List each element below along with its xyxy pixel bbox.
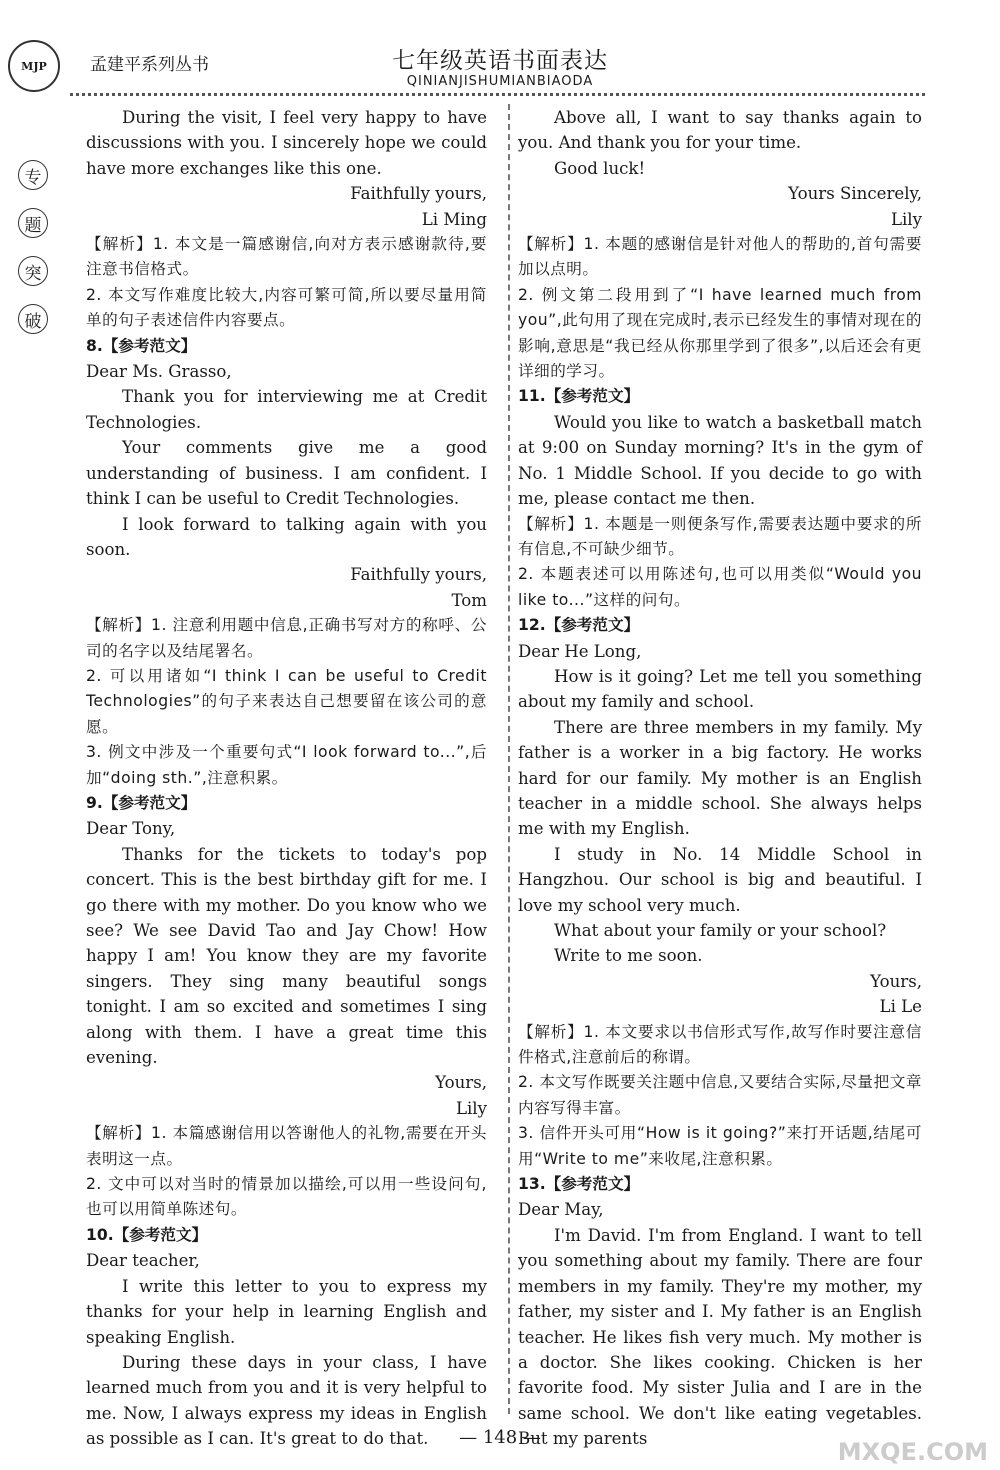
letter-paragraph: I write this letter to you to express my thanks for your help in learning English and speaking English. — [86, 1276, 487, 1347]
letter-signature: Lily — [890, 209, 922, 229]
side-tag: 破 — [18, 304, 48, 334]
letter-paragraph: Write to me soon. — [554, 946, 703, 966]
letter-signature: Li Ming — [421, 209, 487, 229]
analysis-paragraph: 2. 本文写作难度比较大,内容可繁可简,所以要尽量用简单的句子表述信件内容要点。 — [86, 285, 487, 330]
right-column — [518, 105, 922, 1452]
letter-signature: Lily — [455, 1098, 487, 1118]
analysis-paragraph: 3. 信件开头可用“How is it going?”来打开话题,结尾可用“Write to me”来收尾,注意积累。 — [518, 1124, 922, 1168]
letter-paragraph: Dear Ms. Grasso, — [86, 362, 232, 382]
analysis-paragraph: 【解析】1. 本题是一则便条写作,需要表达题中要求的所有信息,不可缺少细节。 — [518, 514, 922, 558]
analysis-paragraph: 【解析】1. 本文要求以书信形式写作,故写作时要注意信件格式,注意前后的称谓。 — [518, 1022, 922, 1067]
letter-paragraph: Dear May, — [518, 1200, 604, 1220]
section-heading: 13.【参考范文】 — [518, 1175, 640, 1194]
letter-paragraph: There are three members in my family. My father is a worker in a big factory. He works hard for our family. My mother is an English teacher in a middle school. She always helps me with my English. — [518, 717, 922, 839]
series-name: 孟建平系列丛书 — [90, 55, 209, 75]
analysis-paragraph: 【解析】1. 注意利用题中信息,正确书写对方的称呼、公司的名字以及结尾署名。 — [86, 616, 487, 660]
analysis-paragraph: 2. 本文写作既要关注题中信息,又要结合实际,尽量把文章内容写得丰富。 — [518, 1073, 922, 1117]
letter-signature: Li Le — [879, 997, 922, 1017]
letter-paragraph: Dear Tony, — [86, 819, 176, 839]
analysis-paragraph: 2. 例文第二段用到了“I have learned much from you”,此句用了现在完成时,表示已经发生的事情对现在的影响,意思是“我已经从你那里学到了很多”,以后还会有更详细的学习。 — [518, 285, 922, 381]
section-heading: 8.【参考范文】 — [86, 336, 197, 355]
watermark: MXQE.COM — [837, 1438, 988, 1466]
letter-paragraph: Thanks for the tickets to today's pop concert. This is the best birthday gift for me. I go there with my mother. Do you know who we see? We see David Tao and Jay Chow! How happy I am! You know they are my favorite singers. They sing many beautiful songs tonight. I am so excited and sometimes I sing along with them. I have a great time this evening. — [86, 844, 487, 1068]
side-tag: 题 — [18, 208, 48, 238]
letter-paragraph: I look forward to talking again with you soon. — [86, 514, 487, 559]
analysis-paragraph: 2. 文中可以对当时的情景加以描绘,可以用一些设问句,也可以用简单陈述句。 — [86, 1175, 487, 1219]
analysis-paragraph: 2. 可以用诸如“I think I can be useful to Credit Technologies”的句子来表达自己想要留在该公司的意愿。 — [86, 666, 487, 736]
analysis-paragraph: 【解析】1. 本篇感谢信用以答谢他人的礼物,需要在开头表明这一点。 — [86, 1124, 487, 1168]
analysis-paragraph: 3. 例文中涉及一个重要句式“I look forward to...”,后加“doing sth.”,注意积累。 — [86, 743, 487, 787]
left-column — [86, 105, 487, 1452]
letter-paragraph: Thank you for interviewing me at Credit Technologies. — [86, 387, 487, 432]
letter-signature: Faithfully yours, — [350, 565, 487, 585]
letter-paragraph: During these days in your class, I have learned much from you and it is very helpful to me. Now, I always express my ideas in English as possible as I can. It's great to do that. — [86, 1352, 487, 1449]
book-title: 七年级英语书面表达 — [392, 48, 608, 74]
analysis-paragraph: 2. 本题表述可以用陈述句,也可以用类似“Would you like to...”这样的问句。 — [518, 565, 922, 609]
side-tags — [18, 160, 54, 352]
column-divider — [508, 104, 510, 1414]
analysis-paragraph: 【解析】1. 本文是一篇感谢信,向对方表示感谢款待,要注意书信格式。 — [86, 235, 487, 279]
letter-paragraph: Above all, I want to say thanks again to you. And thank you for your time. — [518, 108, 922, 153]
page-number: — 148 — — [459, 1427, 541, 1448]
letter-paragraph: Dear He Long, — [518, 641, 642, 661]
letter-paragraph: I study in No. 14 Middle School in Hangzhou. Our school is big and beautiful. I love my school very much. — [518, 844, 922, 915]
side-tag: 突 — [18, 256, 48, 286]
letter-paragraph: Your comments give me a good understanding of business. I am confident. I think I can be useful to Credit Technologies. — [86, 438, 487, 509]
letter-paragraph: During the visit, I feel very happy to have discussions with you. I sincerely hope we could have more exchanges like this one. — [86, 108, 487, 178]
letter-signature: Tom — [451, 590, 487, 610]
letter-paragraph: What about your family or your school? — [554, 921, 887, 940]
letter-paragraph: I'm David. I'm from England. I want to tell you something about my family. There are four members in my family. They're my mother, my father, my sister and I. My father is an English teacher. He likes fish very much. My mother is a doctor. She likes cooking. Chicken is her favorite food. My sister Julia and I are in the same school. We don't like eating vegetables. But my parents — [518, 1225, 922, 1449]
publisher-logo: MJP — [8, 40, 60, 92]
letter-paragraph: Dear teacher, — [86, 1251, 200, 1271]
header-divider — [70, 93, 925, 96]
letter-signature: Yours Sincerely, — [788, 184, 922, 204]
letter-signature: Yours, — [870, 971, 922, 991]
analysis-paragraph: 【解析】1. 本题的感谢信是针对他人的帮助的,首句需要加以点明。 — [518, 235, 922, 279]
letter-signature: Faithfully yours, — [350, 184, 487, 204]
section-heading: 9.【参考范文】 — [86, 793, 197, 812]
section-heading: 10.【参考范文】 — [86, 1225, 208, 1244]
side-tag: 专 — [18, 160, 48, 190]
section-heading: 11.【参考范文】 — [518, 387, 640, 406]
book-title-pinyin: QINIANJISHUMIANBIAODA — [406, 74, 594, 89]
letter-paragraph: Would you like to watch a basketball match at 9:00 on Sunday morning? It's in the gym of No. 1 Middle School. If you decide to go with me, please contact me then. — [518, 412, 922, 509]
section-heading: 12.【参考范文】 — [518, 616, 640, 635]
letter-signature: Yours, — [435, 1073, 487, 1093]
letter-paragraph: Good luck! — [554, 158, 646, 178]
letter-paragraph: How is it going? Let me tell you something about my family and school. — [518, 666, 922, 712]
